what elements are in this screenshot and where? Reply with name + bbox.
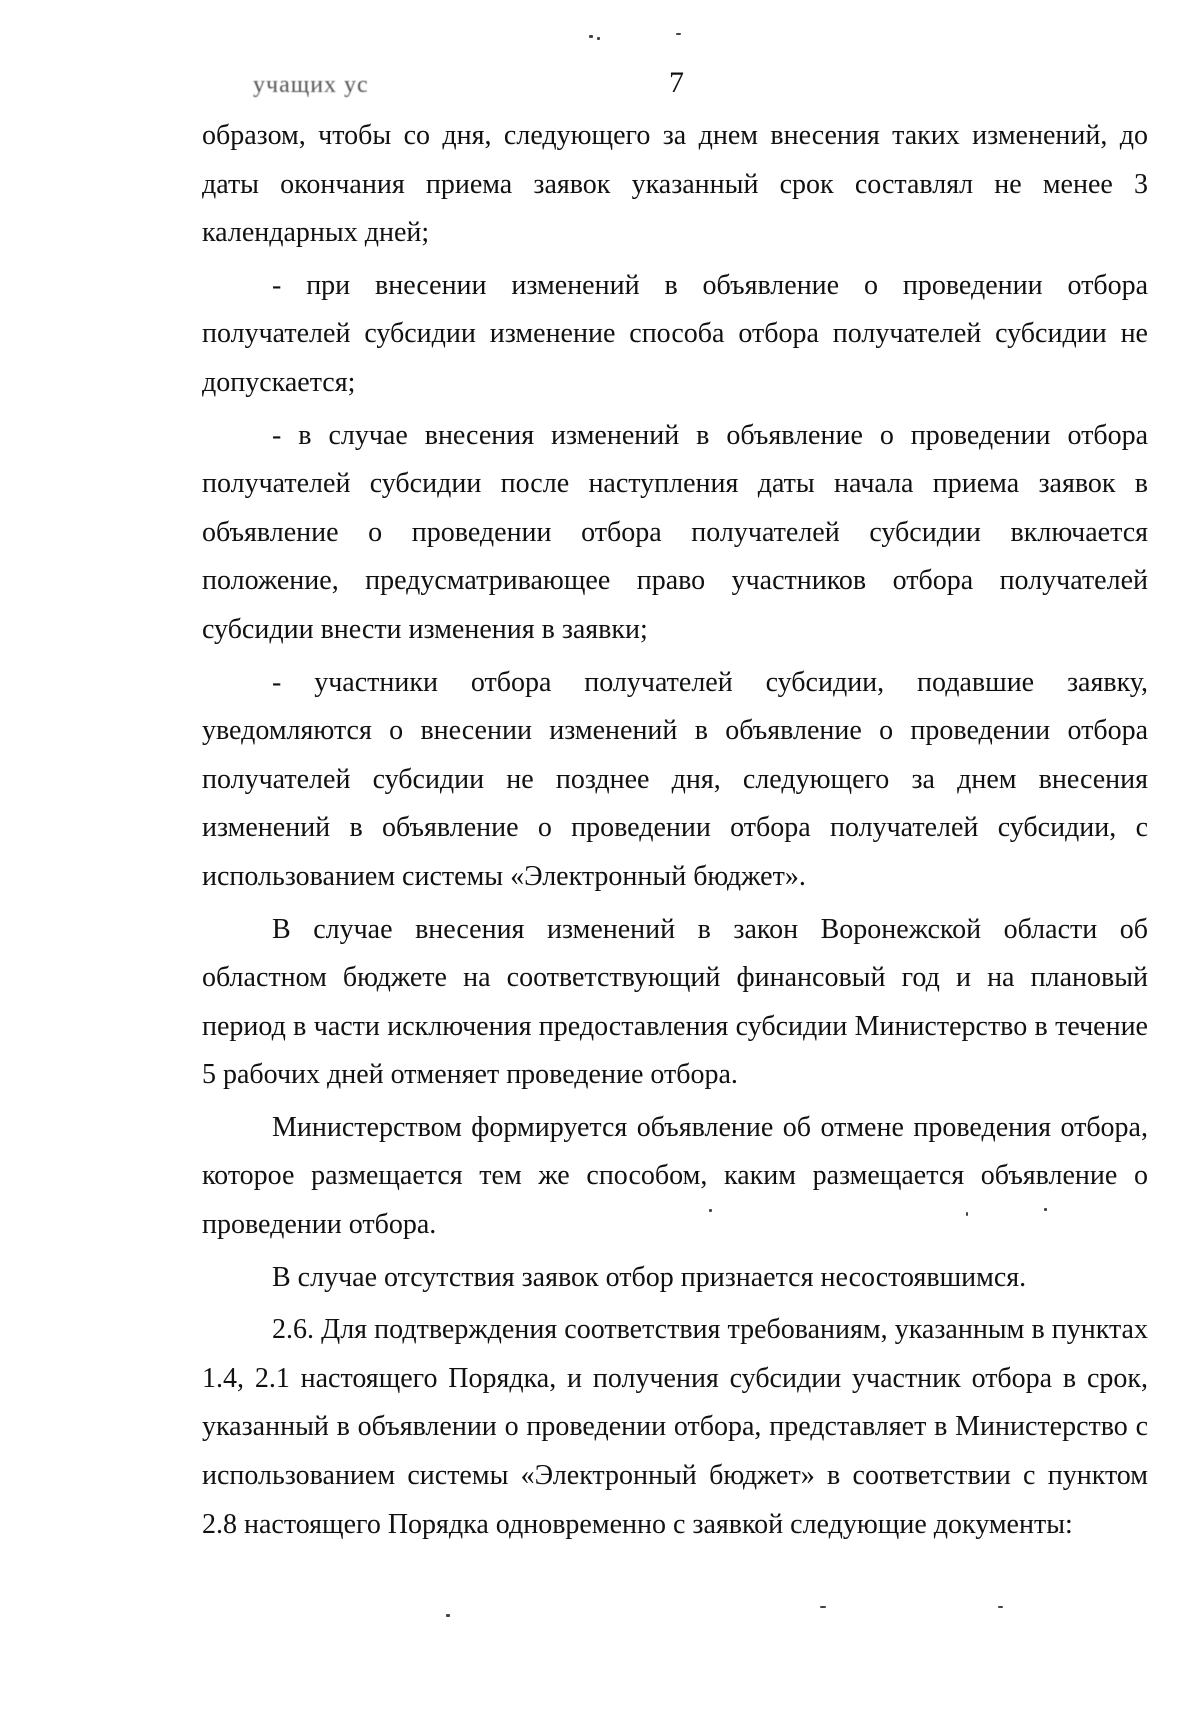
paragraph: В случае отсутствия заявок отбор признается несостоявшимся. bbox=[272, 1261, 1027, 1293]
scan-speck bbox=[597, 37, 600, 40]
body-text bbox=[202, 112, 1148, 1553]
page-number: 7 bbox=[669, 66, 684, 99]
running-head: учащих ус bbox=[253, 72, 369, 98]
scan-speck bbox=[676, 33, 681, 35]
paragraph: - в случае внесения изменений в объявление о проведении отбора получателей субсидии после наступления даты начала приема заявок в объявление о проведении отбора получателей субсидии включается положение, предусматривающее право участников отбора получателей субсидии внести изменения в заявки; bbox=[202, 419, 1148, 645]
paragraph: 2.6. Для подтверждения соответствия требованиям, указанным в пунктах 1.4, 2.1 настоящего Порядка, и получения субсидии участник отбора в срок, указанный в объявлении о проведении отбора, представляет в Министерство с использованием системы «Электронный бюджет» в соответствии с пунктом 2.8 настоящего Порядка одновременно с заявкой следующие документы: bbox=[202, 1314, 1148, 1540]
paragraph: - участники отбора получателей субсидии, подавшие заявку, уведомляются о внесении изменений в объявление о проведении отбора получателей субсидии не позднее дня, следующего за днем внесения изменений в объявление о проведении отбора получателей субсидии, с использованием системы «Электронный бюджет». bbox=[202, 666, 1148, 892]
paragraph: - при внесении изменений в объявление о проведении отбора получателей субсидии изменение способа отбора получателей субсидии не допускается; bbox=[202, 269, 1148, 398]
scan-speck bbox=[446, 1614, 450, 1617]
scan-speck bbox=[820, 1606, 826, 1608]
paragraph: Министерством формируется объявление об отмене проведения отбора, которое размещается тем же способом, каким размещается объявление о проведении отбора. bbox=[202, 1111, 1148, 1241]
scan-speck bbox=[589, 35, 593, 38]
paragraph: образом, чтобы со дня, следующего за днем внесения таких изменений, до даты окончания приема заявок указанный срок составлял не менее 3 календарных дней; bbox=[202, 120, 1148, 249]
paragraph: В случае внесения изменений в закон Воронежской области об областном бюджете на соответствующий финансовый год и на плановый период в части исключения предоставления субсидии Министерство в течение 5 рабочих дней отменяет проведение отбора. bbox=[202, 913, 1148, 1091]
scan-speck bbox=[998, 1606, 1003, 1608]
